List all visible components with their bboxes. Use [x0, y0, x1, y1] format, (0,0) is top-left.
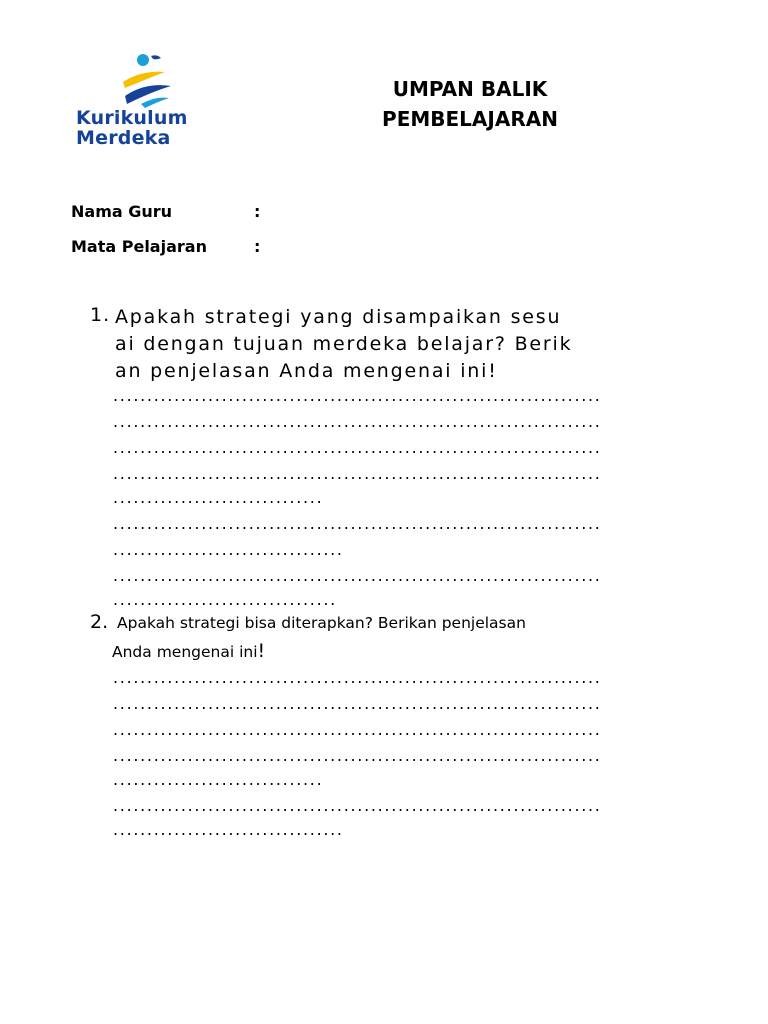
logo-line-merdeka: Merdeka: [76, 127, 171, 149]
field-colon: :: [254, 237, 261, 256]
question-text-line: ai dengan tujuan merdeka belajar? Berik: [115, 333, 573, 355]
question-text-line: Apakah strategi bisa diterapkan? Berikan penjelasan: [117, 614, 526, 632]
answer-line[interactable]: ..................................: [113, 820, 344, 839]
kurikulum-merdeka-logo: [76, 52, 236, 152]
answer-line[interactable]: ........................................................................: [113, 438, 602, 457]
answer-line[interactable]: .................................: [113, 590, 337, 609]
kurikulum-merdeka-emblem-icon: [121, 52, 181, 108]
question-number: 2.: [90, 611, 109, 633]
answer-line[interactable]: ........................................................................: [113, 464, 602, 483]
field-nama-guru: [71, 202, 260, 221]
question-text-line: an penjelasan Anda mengenai ini!: [115, 360, 498, 382]
answer-line[interactable]: ........................................................................: [113, 668, 602, 687]
question-text-line: Apakah strategi yang disampaikan sesu: [115, 306, 562, 328]
field-label: Nama Guru: [71, 202, 173, 221]
page-title: [320, 74, 620, 134]
field-mata-pelajaran: [71, 237, 260, 256]
title-line-1: UMPAN BALIK: [392, 77, 548, 101]
answer-line[interactable]: ...............................: [113, 770, 324, 789]
answer-line[interactable]: ........................................................................: [113, 386, 602, 405]
answer-line[interactable]: ........................................................................: [113, 796, 602, 815]
title-line-2: PEMBELAJARAN: [382, 107, 558, 131]
answer-line[interactable]: ...............................: [113, 488, 324, 507]
answer-line[interactable]: ........................................................................: [113, 720, 602, 739]
answer-line[interactable]: ..................................: [113, 540, 344, 559]
answer-line[interactable]: ........................................................................: [113, 566, 602, 585]
question-text-line-2: [112, 640, 265, 662]
answer-line[interactable]: ........................................................................: [113, 412, 602, 431]
logo-line-kurikulum: Kurikulum: [76, 107, 188, 129]
exclamation-mark: !: [257, 640, 266, 662]
answer-line[interactable]: ........................................................................: [113, 514, 602, 533]
field-label: Mata Pelajaran: [71, 237, 207, 256]
question-number: 1.: [90, 304, 111, 326]
answer-line[interactable]: ........................................................................: [113, 694, 602, 713]
answer-line[interactable]: ........................................................................: [113, 746, 602, 765]
field-colon: :: [254, 202, 261, 221]
question-text: Anda mengenai ini: [112, 643, 258, 661]
